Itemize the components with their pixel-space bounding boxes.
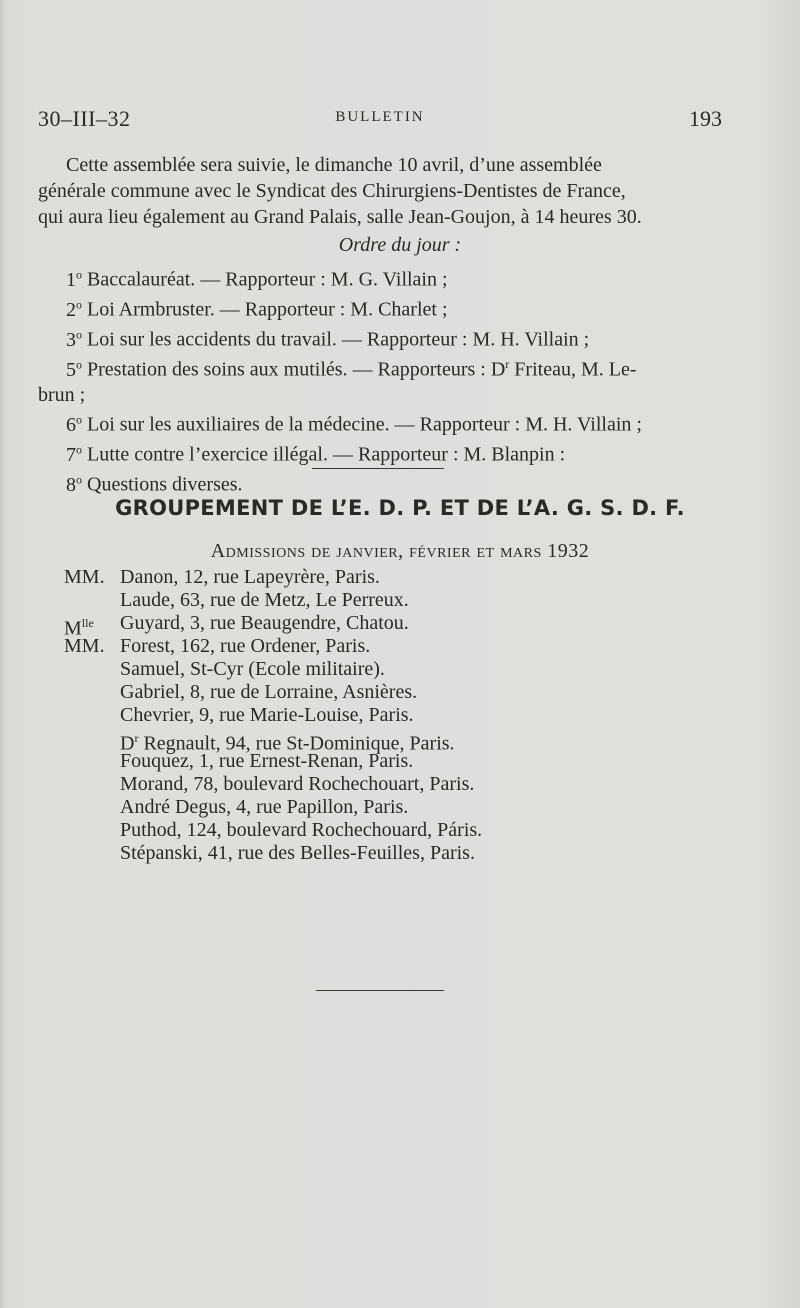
- agenda-item: [38, 322, 722, 352]
- agenda-item-text: Loi Armbruster. — Rapporteur : M. Charlet ;: [82, 298, 448, 321]
- member-entry: Chevrier, 9, rue Marie-Louise, Paris.: [120, 704, 414, 726]
- member-entry: Morand, 78, boulevard Rochechouart, Paris.: [120, 773, 475, 795]
- agenda-item-text: Baccalauréat. — Rapporteur : M. G. Villain ;: [82, 268, 448, 291]
- agenda-item-number: 7$^o$: [66, 442, 82, 466]
- member-row: [64, 750, 744, 773]
- admissions-heading: Admissions de janvier, février et mars 1932: [210, 540, 590, 562]
- member-row: [64, 635, 744, 658]
- agenda-item: [38, 467, 722, 497]
- agenda-item: [38, 383, 722, 408]
- member-row: [64, 704, 744, 727]
- member-row: [64, 796, 744, 819]
- intro-line: générale commune avec le Syndicat des Chirurgiens-Dentistes de France,: [38, 180, 626, 202]
- agenda-item-text: Loi sur les auxiliaires de la médecine. — Rapporteur : M. H. Villain ;: [82, 413, 642, 436]
- member-entry: Forest, 162, rue Ordener, Paris.: [120, 635, 371, 657]
- member-entry: $D^r$ Regnault, 94, rue St-Dominique, Paris.: [120, 731, 455, 755]
- member-row: [64, 681, 744, 704]
- agenda-item: [38, 292, 722, 322]
- intro-paragraph: [38, 152, 722, 230]
- member-title: MM.: [64, 635, 105, 657]
- member-entry: André Degus, 4, rue Papillon, Paris.: [120, 796, 409, 818]
- member-entry: Gabriel, 8, rue de Lorraine, Asnières.: [120, 681, 418, 703]
- group-heading: GROUPEMENT DE L’E. D. P. ET DE L’A. G. S. D. F.: [115, 496, 685, 520]
- member-entry: Guyard, 3, rue Beaugendre, Chatou.: [120, 612, 409, 634]
- agenda-item-text: Questions diverses.: [82, 474, 243, 497]
- intro-line: Cette assemblée sera suivie, le dimanche 10 avril, d’une assemblée: [66, 154, 602, 176]
- member-row: [64, 589, 744, 612]
- member-row: [64, 727, 744, 755]
- member-row: [64, 819, 744, 842]
- agenda-item-number: 6$^o$: [66, 412, 82, 436]
- agenda-item-text: brun ;: [38, 383, 86, 406]
- agenda-item: [38, 407, 722, 437]
- member-entry: Laude, 63, rue de Metz, Le Perreux.: [120, 589, 409, 611]
- member-title: $M^{lle}$: [64, 616, 94, 640]
- member-row: [64, 566, 744, 589]
- member-entry: Stépanski, 41, rue des Belles-Feuilles, Paris.: [120, 842, 475, 864]
- agenda-item: [38, 437, 722, 467]
- agenda-list: [38, 262, 722, 498]
- intro-line: qui aura lieu également au Grand Palais, salle Jean-Goujon, à 14 heures 30.: [38, 206, 642, 228]
- header-title: BULLETIN: [335, 109, 425, 125]
- section-divider: [316, 990, 444, 991]
- member-row: [64, 658, 744, 681]
- members-list: [64, 566, 744, 865]
- member-entry: Puthod, 124, boulevard Rochechouard, Páris.: [120, 819, 483, 841]
- member-entry: Fouquez, 1, rue Ernest-Renan, Paris.: [120, 750, 414, 772]
- member-row: [64, 773, 744, 796]
- agenda-item-text: Lutte contre l’exercice illégal. — Rapporteur : M. Blanpin :: [82, 443, 566, 466]
- agenda-item-text: Prestation des soins aux mutilés. — Rapporteurs : D: [82, 359, 506, 382]
- agenda-item: 5$^o$ Prestation des soins aux mutilés. — Rapporteurs : $D^r$ Friteau, M. Le-: [66, 357, 637, 382]
- section-divider: [312, 468, 444, 469]
- agenda-item-number: 3$^o$: [66, 327, 82, 351]
- agenda-item-number: 8$^o$: [66, 472, 82, 497]
- member-entry: Samuel, St-Cyr (Ecole militaire).: [120, 658, 385, 680]
- agenda-item: [38, 262, 722, 292]
- member-row: [64, 612, 744, 640]
- agenda-item-number: 2$^o$: [66, 297, 82, 321]
- agenda-item-number: 1$^o$: [66, 267, 82, 291]
- agenda-item-text: Loi sur les accidents du travail. — Rapporteur : M. H. Villain ;: [82, 328, 590, 351]
- member-row: [64, 842, 744, 865]
- page-number: 193: [689, 106, 722, 131]
- agenda-item-number: 5$^o$: [66, 357, 82, 382]
- member-title: MM.: [64, 566, 105, 588]
- ordre-du-jour-heading: Ordre du jour :: [338, 234, 462, 256]
- running-head: [38, 106, 722, 136]
- member-entry: Danon, 12, rue Lapeyrère, Paris.: [120, 566, 380, 588]
- header-date: 30–III–32: [38, 106, 131, 131]
